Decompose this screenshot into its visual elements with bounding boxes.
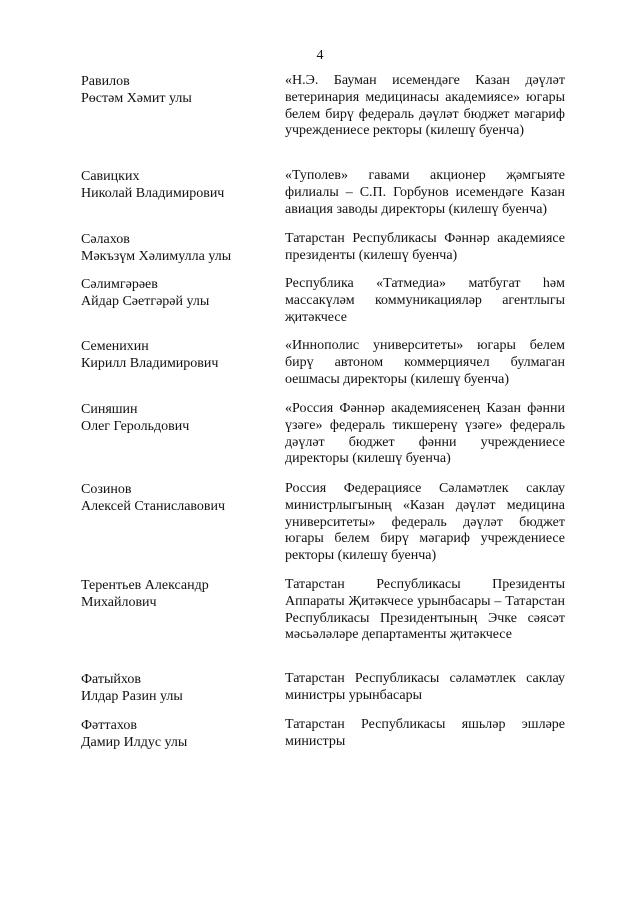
given-name: Алексей Станиславович — [81, 499, 226, 514]
person-name — [81, 481, 271, 515]
surname: Терентьев Александр — [81, 578, 209, 593]
position-title: Татарстан Республикасы яшьләр эшләре министры — [285, 717, 565, 749]
given-name: Кирилл Владимирович — [81, 356, 219, 371]
page-number: 4 — [316, 48, 324, 63]
given-name: Айдар Сәетгәрәй улы — [81, 294, 210, 309]
person-name — [81, 231, 271, 265]
position-title: «Иннополис университеты» югары белем бирү автоном коммерциячел булмаган оешмасы директоры (килешү буенча) — [285, 338, 565, 387]
position-title: «Н.Э. Бауман исемендәге Казан дәүләт ветеринария медицинасы академиясе» югары белем бирү федераль дәүләт бюджет мәгариф учреждениесе ректоры (килешү буенча) — [285, 73, 565, 139]
position-title: «Россия Фәннәр академиясенең Казан фәнни үзәге» федераль тикшеренү үзәге» федераль дәүләт бюджет фәнни учреждениесе директоры (килешү буенча) — [285, 401, 565, 467]
surname: Савицких — [81, 169, 140, 184]
surname: Сәлахов — [81, 232, 130, 247]
given-name: Олег Герольдович — [81, 419, 190, 434]
surname: Синяшин — [81, 402, 138, 417]
surname: Созинов — [81, 482, 132, 497]
person-name — [81, 671, 271, 705]
position-title: Татарстан Республикасы Президенты Аппараты Җитәкчесе урынбасары – Татарстан Республикасы Президентының Эчке сәясәт мәсьәләләре департаменты җитәкчесе — [285, 577, 565, 643]
position-title: Россия Федерациясе Сәламәтлек саклау министрлыгының «Казан дәүләт медицина университеты» федераль дәүләт бюджет югары белем бирү мәгариф учреждениесе ректоры (килешү буенча) — [285, 481, 565, 564]
position-title: Республика «Татмедиа» матбугат һәм массакүләм коммуникацияләр агентлыгы җитәкчесе — [285, 276, 565, 325]
given-name: Рөстәм Хәмит улы — [81, 91, 192, 106]
position-title: Татарстан Республикасы Фәннәр академиясе президенты (килешү буенча) — [285, 231, 565, 263]
person-name — [81, 73, 271, 107]
person-name — [81, 338, 271, 372]
person-name — [81, 717, 271, 751]
surname: Фәттахов — [81, 718, 137, 733]
person-name — [81, 577, 271, 611]
position-title: «Туполев» гавами акционер җәмгыяте филиалы – С.П. Горбунов исемендәге Казан авиация заводы директоры (килешү буенча) — [285, 168, 565, 217]
given-name: Михайлович — [81, 595, 157, 610]
given-name: Мәкъзүм Хәлимулла улы — [81, 249, 232, 264]
surname: Равилов — [81, 74, 130, 89]
given-name: Илдар Разин улы — [81, 689, 183, 704]
surname: Семенихин — [81, 339, 149, 354]
position-title: Татарстан Республикасы сәламәтлек саклау министры урынбасары — [285, 671, 565, 703]
given-name: Николай Владимирович — [81, 186, 225, 201]
surname: Фатыйхов — [81, 672, 142, 687]
surname: Сәлимгәрәев — [81, 277, 158, 292]
given-name: Дамир Илдус улы — [81, 735, 188, 750]
person-name — [81, 276, 271, 310]
person-name — [81, 168, 271, 202]
person-name — [81, 401, 271, 435]
